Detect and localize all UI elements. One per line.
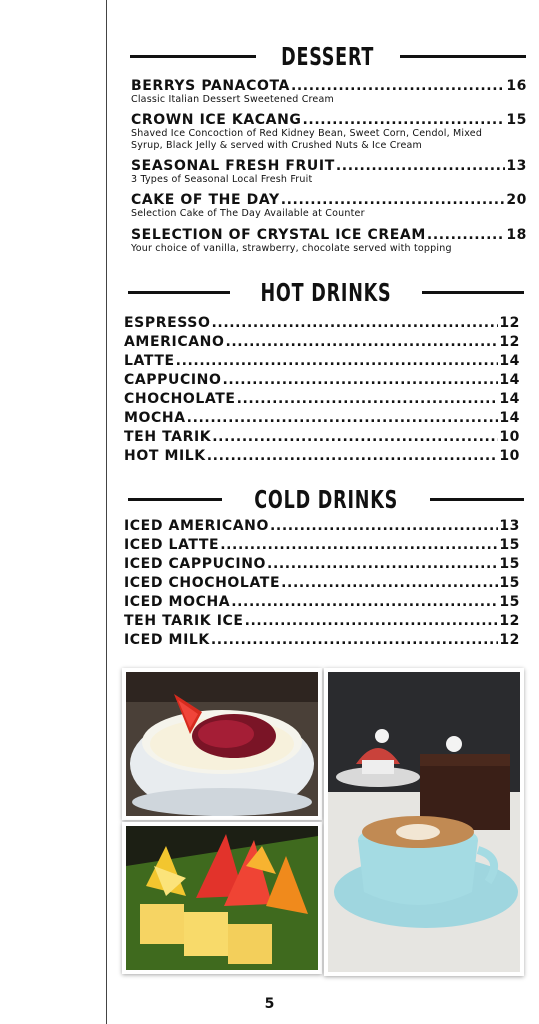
leader-dots (427, 228, 505, 243)
item-price: 12 (499, 632, 520, 648)
page-number: 5 (264, 996, 275, 1012)
menu-item (124, 411, 520, 426)
menu-item (131, 79, 527, 106)
item-name: CAKE OF THE DAY (131, 192, 280, 208)
leader-dots (281, 576, 498, 591)
item-description: Classic Italian Dessert Sweetened Cream (131, 94, 334, 106)
dessert-title: DESSERT (281, 42, 375, 71)
item-name: CHOCHOLATE (124, 391, 236, 407)
menu-item (124, 335, 520, 350)
leader-dots (281, 193, 506, 208)
item-price: 15 (499, 556, 520, 572)
panacotta-photo (122, 668, 322, 820)
dessert-header (130, 44, 526, 69)
cold-drinks-title: COLD DRINKS (254, 485, 398, 514)
item-name: BERRYS PANACOTA (131, 78, 290, 94)
item-price: 12 (499, 613, 520, 629)
leader-dots (303, 113, 506, 128)
menu-item (124, 633, 520, 648)
menu-item (131, 113, 527, 152)
item-price: 10 (499, 429, 520, 445)
item-name: ICED CHOCHOLATE (124, 575, 281, 591)
leader-dots (211, 633, 498, 648)
item-name: SELECTION OF CRYSTAL ICE CREAM (131, 227, 426, 243)
item-price: 20 (506, 192, 527, 208)
leader-dots (270, 519, 498, 534)
coffee-cake-photo (324, 668, 524, 976)
item-price: 15 (499, 594, 520, 610)
menu-item (124, 614, 520, 629)
item-name: ESPRESSO (124, 315, 211, 331)
leader-dots (212, 316, 499, 331)
menu-item (124, 519, 520, 534)
header-rule-right (430, 498, 524, 501)
leader-dots (223, 373, 499, 388)
item-price: 14 (499, 410, 520, 426)
menu-item (131, 193, 527, 220)
menu-item (124, 392, 520, 407)
item-name: HOT MILK (124, 448, 206, 464)
item-name: CROWN ICE KACANG (131, 112, 302, 128)
item-price: 16 (506, 78, 527, 94)
item-name: LATTE (124, 353, 175, 369)
leader-dots (267, 557, 498, 572)
item-price: 12 (499, 315, 520, 331)
item-price: 10 (499, 448, 520, 464)
item-price: 14 (499, 353, 520, 369)
menu-item (124, 373, 520, 388)
item-name: CAPPUCINO (124, 372, 222, 388)
page-spine-line (106, 0, 107, 1024)
menu-item (124, 557, 520, 572)
item-name: ICED MILK (124, 632, 210, 648)
menu-item (124, 316, 520, 331)
item-name: TEH TARIK (124, 429, 212, 445)
item-name: MOCHA (124, 410, 186, 426)
leader-dots (212, 430, 498, 445)
header-rule-left (128, 291, 230, 294)
item-price: 13 (499, 518, 520, 534)
menu-item (124, 538, 520, 553)
item-price: 15 (499, 537, 520, 553)
menu-item (124, 430, 520, 445)
header-rule-right (400, 55, 526, 58)
cold-drinks-header (128, 487, 524, 512)
header-rule-right (422, 291, 524, 294)
leader-dots (245, 614, 499, 629)
menu-item (131, 159, 527, 186)
menu-item (131, 228, 527, 255)
item-price: 15 (499, 575, 520, 591)
item-price: 14 (499, 391, 520, 407)
hot-drinks-header (128, 280, 524, 305)
item-description: 3 Types of Seasonal Local Fresh Fruit (131, 174, 313, 186)
leader-dots (220, 538, 498, 553)
menu-item (124, 595, 520, 610)
fruit-platter-photo (122, 822, 322, 974)
leader-dots (237, 392, 499, 407)
item-price: 18 (506, 227, 527, 243)
item-name: AMERICANO (124, 334, 225, 350)
leader-dots (176, 354, 499, 369)
item-name: ICED MOCHA (124, 594, 231, 610)
item-name: SEASONAL FRESH FRUIT (131, 158, 335, 174)
leader-dots (231, 595, 498, 610)
item-price: 12 (499, 334, 520, 350)
item-name: ICED CAPPUCINO (124, 556, 267, 572)
menu-item (124, 354, 520, 369)
item-price: 14 (499, 372, 520, 388)
item-description: Your choice of vanilla, strawberry, chocolate served with topping (131, 243, 452, 255)
header-rule-left (128, 498, 222, 501)
item-description: Shaved Ice Concoction of Red Kidney Bean, Sweet Corn, Cendol, Mixed Syrup, Black Jelly & served with Crushed Nuts & Ice Cream (131, 128, 483, 152)
menu-item (124, 576, 520, 591)
item-name: TEH TARIK ICE (124, 613, 244, 629)
leader-dots (225, 335, 498, 350)
leader-dots (336, 159, 505, 174)
item-name: ICED LATTE (124, 537, 220, 553)
item-name: ICED AMERICANO (124, 518, 269, 534)
item-price: 13 (506, 158, 527, 174)
leader-dots (187, 411, 499, 426)
leader-dots (207, 449, 499, 464)
header-rule-left (130, 55, 256, 58)
leader-dots (291, 79, 505, 94)
item-description: Selection Cake of The Day Available at Counter (131, 208, 365, 220)
menu-item (124, 449, 520, 464)
hot-drinks-title: HOT DRINKS (260, 278, 392, 307)
item-price: 15 (506, 112, 527, 128)
